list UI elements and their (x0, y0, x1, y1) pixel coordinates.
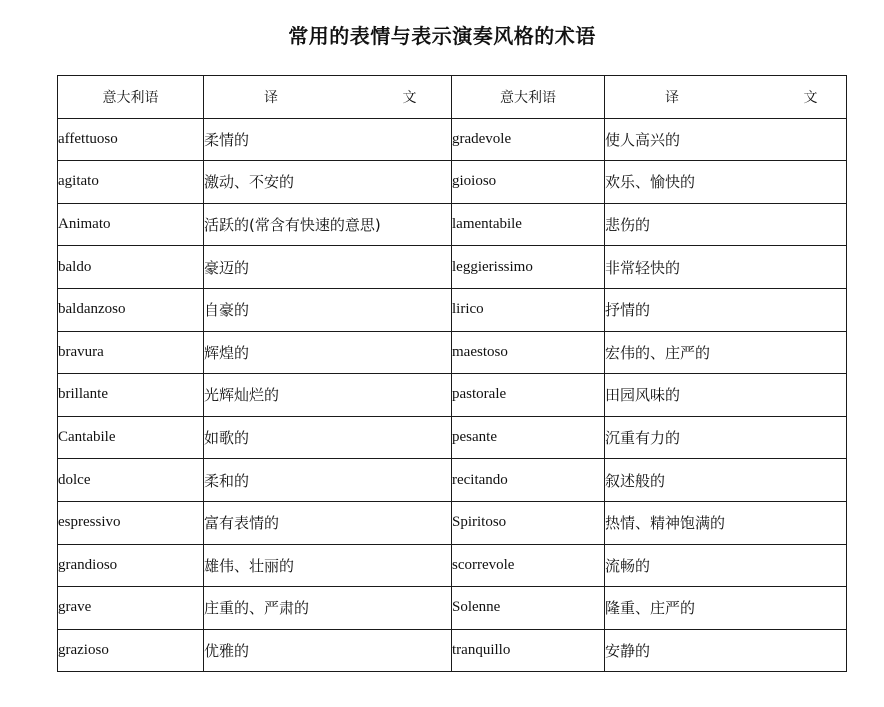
page-title: 常用的表情与表示演奏风格的术语 (288, 24, 596, 48)
translation-cell-left: 柔情的 (204, 118, 452, 161)
term-cell-right: leggierissimo (452, 246, 605, 289)
term-cell-right: pesante (452, 416, 605, 459)
header-translation-left: 译 文 (204, 76, 452, 119)
translation-cell-right: 非常轻快的 (605, 246, 847, 289)
term-cell-left: dolce (58, 459, 204, 502)
translation-cell-left: 富有表情的 (204, 501, 452, 544)
table-row (58, 331, 847, 374)
translation-cell-left: 庄重的、严肃的 (204, 587, 452, 630)
table-row (58, 501, 847, 544)
translation-cell-left: 自豪的 (204, 288, 452, 331)
table-row (58, 118, 847, 161)
table-row (58, 544, 847, 587)
term-cell-left: brillante (58, 374, 204, 417)
header-term-right: 意大利语 (452, 76, 605, 119)
header-row (58, 76, 847, 119)
table-row (58, 203, 847, 246)
header-term-left: 意大利语 (58, 76, 204, 119)
translation-cell-right: 悲伤的 (605, 203, 847, 246)
term-cell-right: scorrevole (452, 544, 605, 587)
term-cell-right: maestoso (452, 331, 605, 374)
header-translation-right: 译 文 (605, 76, 847, 119)
term-cell-left: agitato (58, 161, 204, 204)
term-cell-right: tranquillo (452, 629, 605, 672)
translation-cell-right: 沉重有力的 (605, 416, 847, 459)
table-row (58, 246, 847, 289)
term-cell-right: lamentabile (452, 203, 605, 246)
term-cell-left: Cantabile (58, 416, 204, 459)
term-cell-left: grandioso (58, 544, 204, 587)
translation-cell-right: 抒情的 (605, 288, 847, 331)
term-cell-left: bravura (58, 331, 204, 374)
table-row (58, 629, 847, 672)
translation-cell-left: 如歌的 (204, 416, 452, 459)
translation-cell-left: 柔和的 (204, 459, 452, 502)
table-body (58, 118, 847, 672)
table-row (58, 459, 847, 502)
translation-cell-left: 激动、不安的 (204, 161, 452, 204)
term-cell-left: grave (58, 587, 204, 630)
translation-cell-right: 热情、精神饱满的 (605, 501, 847, 544)
translation-cell-right: 宏伟的、庄严的 (605, 331, 847, 374)
term-cell-right: lirico (452, 288, 605, 331)
term-cell-right: recitando (452, 459, 605, 502)
translation-cell-left: 雄伟、壮丽的 (204, 544, 452, 587)
translation-cell-left: 优雅的 (204, 629, 452, 672)
translation-cell-right: 叙述般的 (605, 459, 847, 502)
table-row (58, 374, 847, 417)
term-cell-right: Solenne (452, 587, 605, 630)
term-cell-right: Spiritoso (452, 501, 605, 544)
terms-table (57, 75, 878, 672)
table-row (58, 416, 847, 459)
translation-cell-right: 欢乐、愉快的 (605, 161, 847, 204)
table-row (58, 161, 847, 204)
term-cell-right: gioioso (452, 161, 605, 204)
translation-cell-left: 豪迈的 (204, 246, 452, 289)
table-row (58, 288, 847, 331)
translation-cell-right: 流畅的 (605, 544, 847, 587)
term-cell-left: espressivo (58, 501, 204, 544)
translation-cell-right: 安静的 (605, 629, 847, 672)
translation-cell-right: 使人高兴的 (605, 118, 847, 161)
term-cell-left: baldo (58, 246, 204, 289)
term-cell-left: grazioso (58, 629, 204, 672)
table-row (58, 587, 847, 630)
term-cell-left: affettuoso (58, 118, 204, 161)
term-cell-right: gradevole (452, 118, 605, 161)
translation-cell-right: 隆重、庄严的 (605, 587, 847, 630)
translation-cell-left: 光辉灿烂的 (204, 374, 452, 417)
translation-cell-left: 辉煌的 (204, 331, 452, 374)
translation-cell-left: 活跃的(常含有快速的意思) (204, 203, 452, 246)
term-cell-right: pastorale (452, 374, 605, 417)
translation-cell-right: 田园风味的 (605, 374, 847, 417)
term-cell-left: baldanzoso (58, 288, 204, 331)
term-cell-left: Animato (58, 203, 204, 246)
